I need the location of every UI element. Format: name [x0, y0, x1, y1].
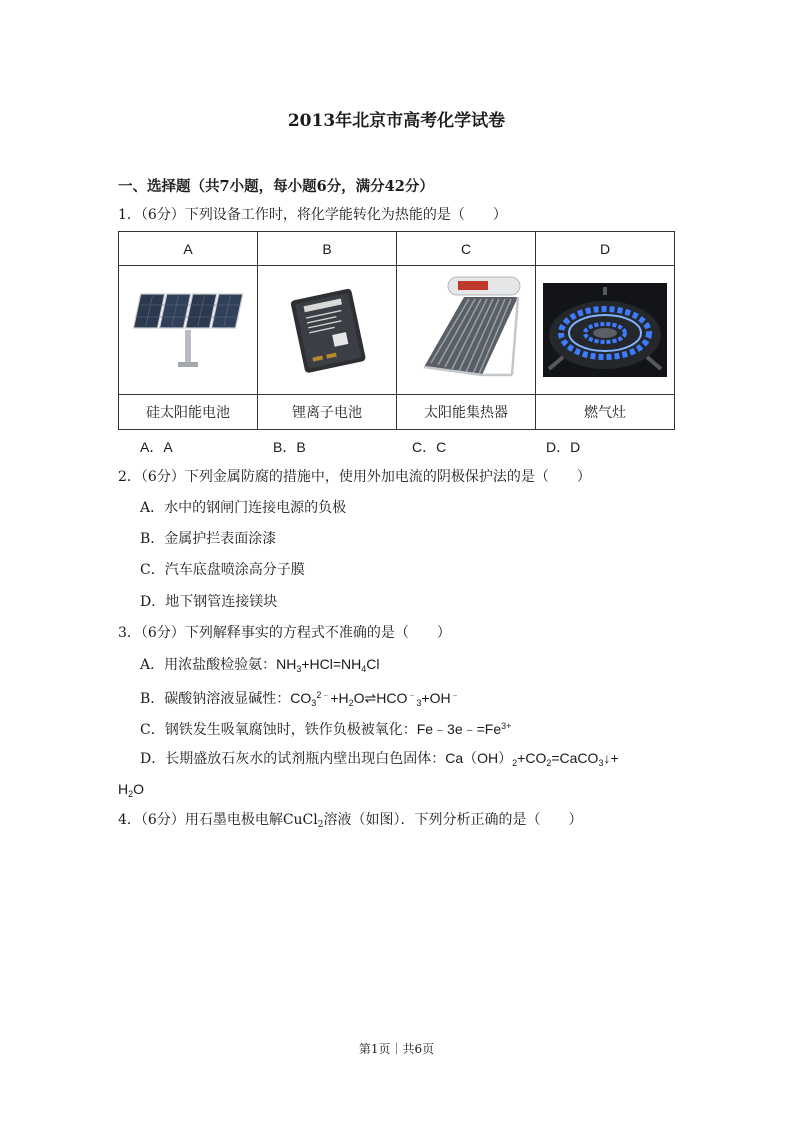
q1-image-a	[119, 266, 258, 395]
battery-icon	[277, 284, 377, 376]
q2-option-d: D．地下钢管连接镁块	[140, 594, 278, 610]
q3-option-c-equation: Fe﹣3e﹣=Fe	[416, 721, 502, 737]
q3-option-d-text: D．长期盛放石灰水的试剂瓶内壁出现白色固体：	[140, 751, 446, 767]
section-heading: 一、选择题（共7小题，每小题6分，满分42分）	[118, 178, 434, 195]
q3-option-c-text: C．钢铁发生吸氧腐蚀时，铁作负极被氧化：	[140, 722, 417, 738]
q3-option-a: A．用浓盐酸检验氨：$NH_3+HCl=NH_4Cl$	[140, 656, 380, 674]
q1-header-c: C	[397, 232, 536, 266]
q1-choice-a: A．A	[140, 439, 173, 455]
q3-option-c	[140, 716, 511, 740]
q3-option-b: B．碳酸钠溶液显碱性：$CO_3^{2﹣}+H_2O\rightleftharpoons HCO^﹣_3+OH^﹣$	[140, 690, 460, 708]
q4-stem-suffix: 溶液（如图）．下列分析正确的是（ ）	[323, 812, 583, 828]
q1-header-b: B	[258, 232, 397, 266]
q3-option-b-text: B．碳酸钠溶液显碱性：	[140, 691, 291, 707]
q1-image-d	[536, 266, 675, 395]
q3-option-d: D．长期盛放石灰水的试剂瓶内壁出现白色固体：$Ca(OH)_2+CO_2=CaCO_3↓+$	[140, 750, 619, 768]
q2-option-b: B．金属护拦表面涂漆	[140, 531, 277, 547]
gas-stove-icon	[543, 283, 667, 377]
q1-caption-d: 燃气灶	[536, 395, 675, 430]
q2-stem: 2．（6分）下列金属防腐的措施中，使用外加电流的阴极保护法的是（ ）	[118, 469, 591, 485]
q2-option-c: C．汽车底盘喷涂高分子膜	[140, 562, 305, 578]
q3-option-a-text: A．用浓盐酸检验氨：	[140, 657, 277, 673]
q1-caption-c: 太阳能集热器	[397, 395, 536, 430]
solar-panel-icon	[128, 288, 248, 372]
page-footer: 第1页｜共6页	[358, 1042, 435, 1056]
q4-stem-prefix: 4．（6分）用石墨电极电解CuCl	[118, 812, 318, 828]
q3-stem: 3．（6分）下列解释事实的方程式不准确的是（ ）	[118, 625, 451, 641]
q1-choice-c: C．C	[412, 439, 447, 455]
solar-heater-icon	[406, 275, 526, 385]
q4-stem	[118, 810, 582, 835]
q3-option-d-continued: $H_2O$	[118, 781, 145, 799]
q2-option-a: A．水中的钢闸门连接电源的负极	[140, 500, 347, 516]
q1-choice-b: B．B	[273, 439, 306, 455]
q1-table	[118, 231, 675, 430]
q1-image-c	[397, 266, 536, 395]
q1-image-b	[258, 266, 397, 395]
page-title: 2013年北京市高考化学试卷	[287, 111, 506, 131]
q1-caption-b: 锂离子电池	[258, 395, 397, 430]
q3-option-c-charge: 3+	[501, 721, 512, 731]
q1-header-d: D	[536, 232, 675, 266]
q4-stem-sub: 2	[317, 820, 324, 830]
q1-header-a: A	[119, 232, 258, 266]
q1-choice-d: D．D	[546, 439, 581, 455]
q1-caption-a: 硅太阳能电池	[119, 395, 258, 430]
q1-stem: 1．（6分）下列设备工作时，将化学能转化为热能的是（ ）	[118, 207, 507, 223]
